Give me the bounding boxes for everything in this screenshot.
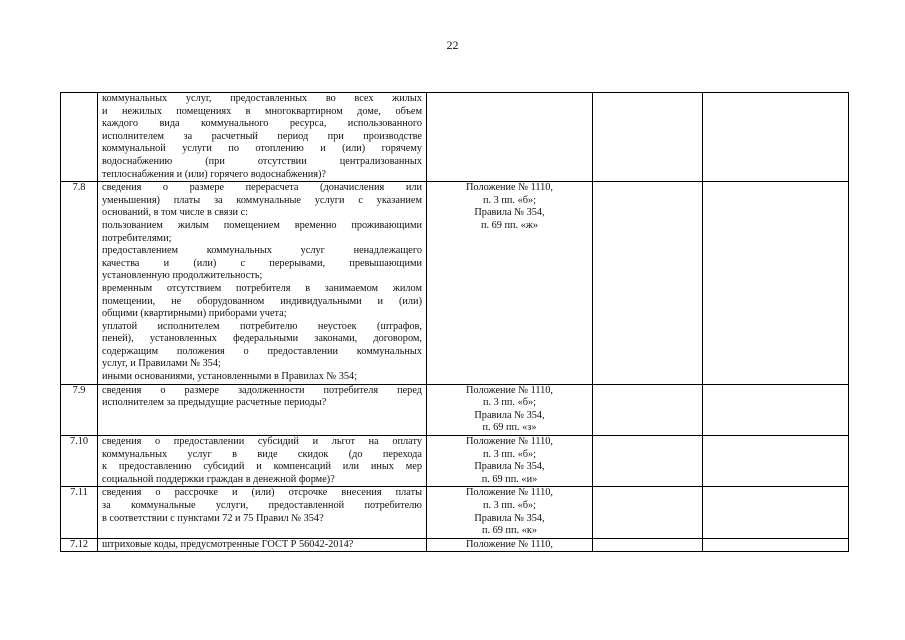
note-cell — [703, 182, 849, 385]
question-paragraph — [102, 436, 422, 486]
text-line: к предоставлению субсидий и компенсаций или иных мер — [102, 461, 422, 473]
legal-reference — [427, 538, 593, 552]
question-paragraph — [102, 182, 422, 220]
requirements-table — [60, 92, 849, 552]
item-question — [98, 182, 427, 385]
text-line: помещении, не оборудованном индивидуальными и (или) — [102, 295, 422, 307]
legal-reference — [427, 182, 593, 385]
text-line: пеней), установленных федеральными законами, договором, — [102, 333, 422, 345]
text-line: и нежилых помещениях в многоквартирном доме, объем — [102, 105, 422, 117]
item-number: 7.8 — [61, 182, 98, 385]
table-row — [61, 436, 849, 487]
question-paragraph — [102, 283, 422, 321]
reference-line: Правила № 354, — [474, 512, 545, 524]
note-cell — [703, 487, 849, 538]
table-row — [61, 487, 849, 538]
note-cell — [703, 436, 849, 487]
table-row — [61, 93, 849, 182]
item-question — [98, 384, 427, 435]
text-line: каждого вида коммунального ресурса, использованного — [102, 118, 422, 130]
note-cell — [703, 93, 849, 182]
reference-line: п. 3 пп. «б»; — [483, 194, 536, 206]
text-line: исполнителем за предыдущие расчетные периоды? — [102, 397, 327, 409]
reference-line: Правила № 354, — [474, 207, 545, 219]
table-row — [61, 182, 849, 385]
reference-line: Положение № 1110, — [466, 538, 553, 550]
item-question — [98, 487, 427, 538]
reference-line: п. 3 пп. «б»; — [483, 500, 536, 511]
text-line: установленную продолжительность; — [102, 270, 263, 282]
item-number — [61, 93, 98, 182]
table-row — [61, 538, 849, 552]
reference-line: Положение № 1110, — [466, 384, 553, 396]
text-line: общими (квартирными) приборами учета; — [102, 308, 287, 320]
question-paragraph — [102, 487, 422, 525]
item-number: 7.11 — [61, 487, 98, 538]
reference-line: п. 3 пп. «б»; — [483, 448, 536, 460]
item-number: 7.9 — [61, 384, 98, 435]
text-line: иными основаниями, установленными в Правилах № 354; — [102, 371, 358, 383]
reference-line: п. 69 пп. «к» — [482, 525, 537, 537]
text-line: уменьшения) платы за коммунальные услуги с указанием — [102, 194, 422, 206]
text-line: сведения о размере перерасчета (доначисления или — [102, 182, 422, 194]
question-paragraph — [102, 93, 422, 181]
text-line: коммунальных услуг в виде скидок (до перехода — [102, 448, 422, 460]
legal-reference — [427, 384, 593, 435]
text-line: качества и (или) с перерывами, превышающими — [102, 257, 422, 269]
question-paragraph — [102, 539, 422, 552]
answer-cell — [593, 384, 703, 435]
reference-line: п. 3 пп. «б»; — [483, 397, 536, 409]
question-paragraph — [102, 321, 422, 371]
reference-line: Правила № 354, — [474, 461, 545, 473]
item-question — [98, 538, 427, 552]
legal-reference — [427, 436, 593, 487]
text-line: оснований, в том числе в связи с: — [102, 207, 249, 219]
text-line: в соответствии с пунктами 72 и 75 Правил № 354? — [102, 512, 324, 524]
text-line: за коммунальные услуги, предоставленной потребителю — [102, 500, 422, 511]
reference-line: Правила № 354, — [474, 409, 545, 421]
reference-line: Положение № 1110, — [466, 487, 553, 499]
text-line: предоставлением коммунальных услуг ненадлежащего — [102, 245, 422, 257]
note-cell — [703, 538, 849, 552]
legal-reference — [427, 93, 593, 182]
answer-cell — [593, 436, 703, 487]
text-line: водоснабжению (при отсутствии централизованных — [102, 155, 422, 167]
item-question — [98, 93, 427, 182]
answer-cell — [593, 487, 703, 538]
text-line: теплоснабжения и (или) горячего водоснабжения)? — [102, 168, 326, 180]
note-cell — [703, 384, 849, 435]
table-row — [61, 384, 849, 435]
reference-line: п. 69 пп. «з» — [482, 422, 537, 434]
text-line: исполнителем за расчетный период при производстве — [102, 130, 422, 142]
page-number: 22 — [446, 38, 459, 52]
question-paragraph — [102, 220, 422, 245]
question-paragraph — [102, 385, 422, 410]
text-line: пользованием жилым помещением временно проживающими — [102, 219, 422, 231]
reference-line: п. 69 пп. «и» — [481, 473, 538, 485]
question-paragraph — [102, 371, 422, 384]
answer-cell — [593, 538, 703, 552]
text-line: штриховые коды, предусмотренные ГОСТ Р 56042-2014? — [102, 538, 354, 550]
text-line: сведения о рассрочке и (или) отсрочке внесения платы — [102, 487, 422, 499]
item-number: 7.12 — [61, 538, 98, 552]
text-line: сведения о предоставлении субсидий и льгот на оплату — [102, 436, 422, 448]
question-paragraph — [102, 245, 422, 283]
reference-line: п. 69 пп. «ж» — [480, 219, 539, 231]
answer-cell — [593, 93, 703, 182]
text-line: социальной поддержки граждан в денежной форме)? — [102, 473, 335, 485]
text-line: коммунальной услуги по отоплению и (или) горячему — [102, 143, 422, 155]
item-number: 7.10 — [61, 436, 98, 487]
legal-reference — [427, 487, 593, 538]
reference-line: Положение № 1110, — [466, 436, 553, 448]
text-line: потребителями; — [102, 232, 172, 244]
answer-cell — [593, 182, 703, 385]
reference-line: Положение № 1110, — [466, 182, 553, 194]
text-line: сведения о размере задолженности потребителя перед — [102, 384, 422, 396]
text-line: уплатой исполнителем потребителю неустоек (штрафов, — [102, 320, 422, 332]
text-line: коммунальных услуг, предоставленных во всех жилых — [102, 93, 422, 104]
item-question — [98, 436, 427, 487]
text-line: услуг, и Правилами № 354; — [102, 358, 221, 370]
text-line: временным отсутствием потребителя в занимаемом жилом — [102, 282, 422, 294]
text-line: содержащим положения о предоставлении коммунальных — [102, 345, 422, 357]
